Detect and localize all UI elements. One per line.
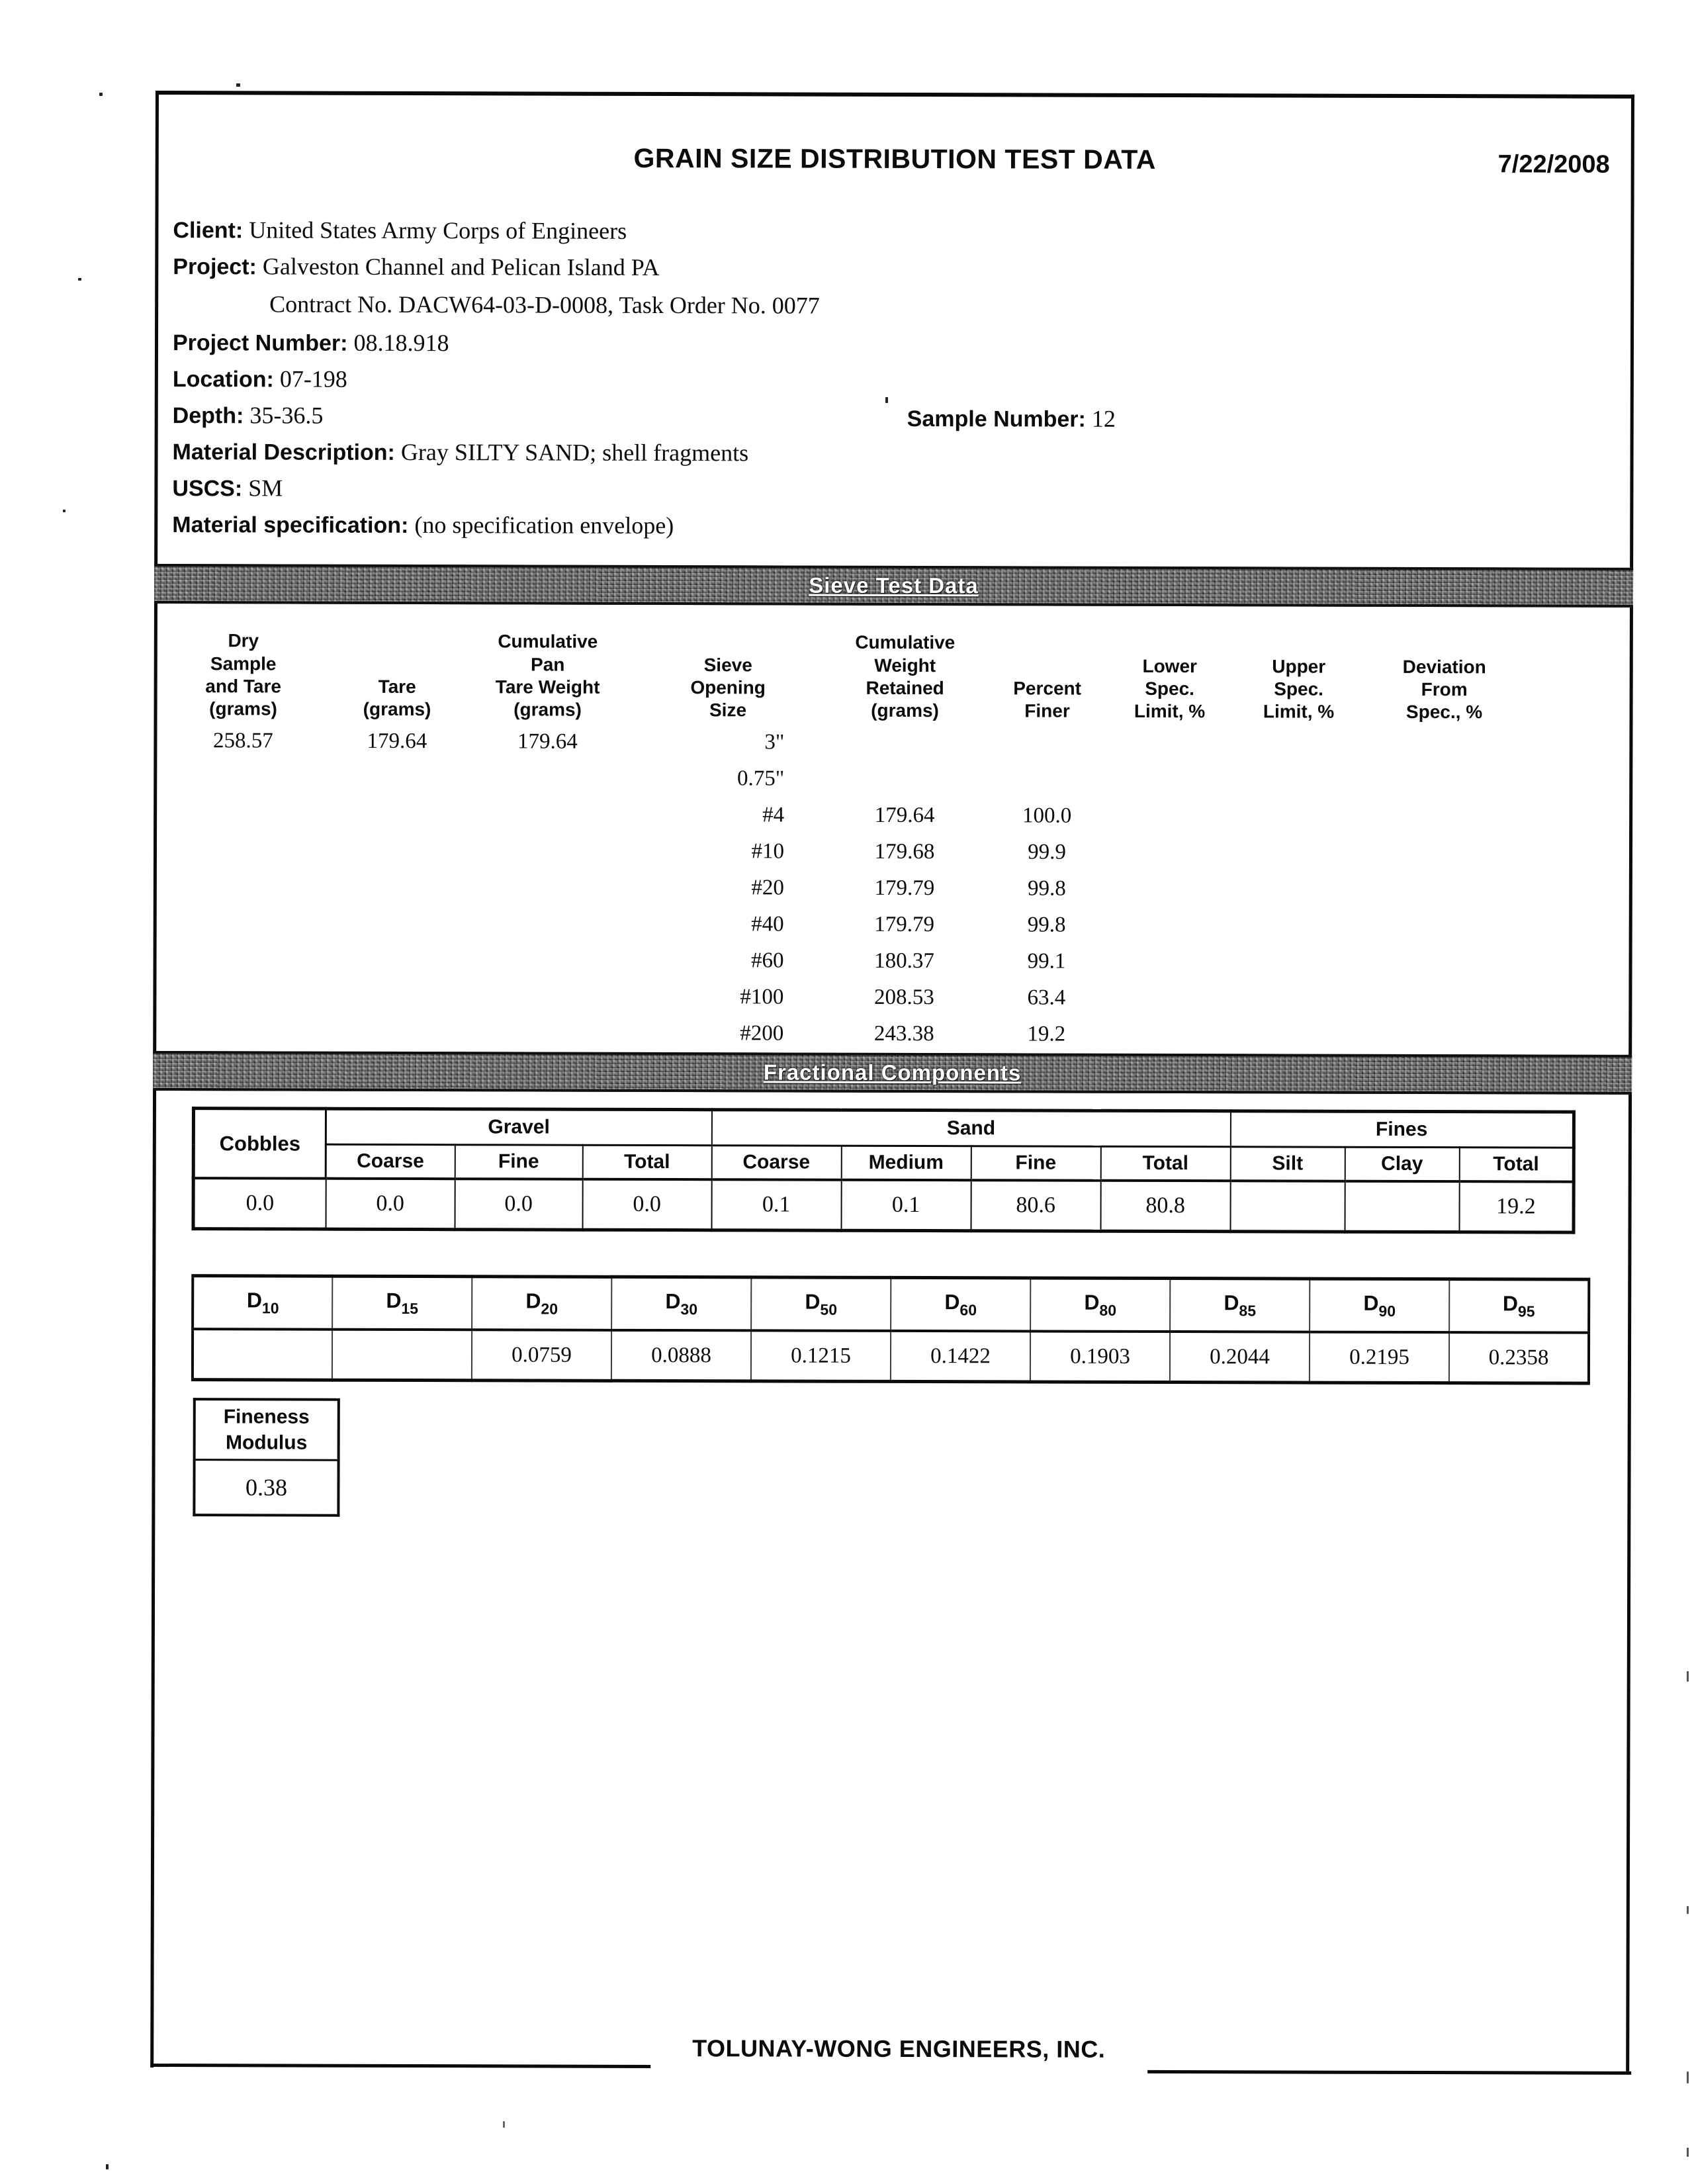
cell-retained: 179.79 [874,912,935,937]
fines-clay-header: Clay [1345,1147,1459,1181]
sieve-test-table [153,617,1524,1054]
sand-coarse-header: Coarse [711,1146,841,1180]
scan-speck [1687,2071,1689,2083]
d80-header: $D_{80}$ [1030,1278,1170,1332]
cell-percent-finer: 63.4 [1027,985,1066,1010]
fines-group-header: Fines [1230,1111,1574,1148]
d60-value: 0.1422 [891,1331,1030,1382]
col-header-sieve-size: Sieve Opening Size [690,654,766,721]
col-header-tare: Tare (grams) [363,676,431,719]
cell-sieve-size: #60 [751,948,784,973]
project-number-label: Project Number: [172,330,348,356]
client-line [173,217,627,244]
d30-header: $D_{30}$ [611,1277,751,1330]
sieve-row [154,723,1523,762]
col-header-upper-spec: Upper Spec. Limit, % [1263,655,1335,722]
sand-medium-value: 0.1 [841,1180,971,1231]
gravel-coarse-value: 0.0 [326,1179,455,1230]
fines-silt-header: Silt [1230,1147,1345,1181]
cell-sieve-size: #40 [751,912,784,936]
cobbles-header: Cobbles [193,1109,326,1179]
project-label: Project: [173,254,257,280]
material-description-line [173,439,749,467]
sieve-row [154,905,1523,944]
cell-retained: 179.79 [874,876,935,901]
scan-speck [63,510,66,512]
fractional-components-table [191,1107,1575,1234]
cell-retained: 180.37 [874,948,934,974]
material-description-label: Material Description: [172,439,395,465]
cell-percent-finer: 99.8 [1027,876,1066,901]
sand-total-header: Total [1100,1146,1230,1181]
sieve-row [153,1014,1523,1054]
uscs-line [172,475,283,502]
project-number-value: 08.18.918 [353,329,449,357]
location-value: 07-198 [279,365,347,392]
cell-pan-tare: 179.64 [517,729,578,754]
cobbles-value: 0.0 [193,1178,326,1229]
sieve-row [154,832,1523,872]
cell-percent-finer: 99.9 [1028,840,1066,864]
material-spec-line [172,512,674,539]
material-description-value: Gray SILTY SAND; shell fragments [400,438,749,467]
scan-speck [106,2164,109,2169]
cell-percent-finer: 100.0 [1022,803,1072,828]
sieve-banner-title: Sieve Test Data [809,572,979,598]
fineness-value-row [194,1460,338,1516]
sieve-row [153,978,1523,1017]
fineness-header-row [195,1399,339,1460]
project-value: Galveston Channel and Pelican Island PA [262,253,660,281]
cell-sieve-size: #20 [751,876,784,900]
d-values-table [191,1274,1590,1385]
col-header-percent-finer: Percent Finer [1013,678,1082,721]
scan-speck [78,278,81,281]
uscs-label: USCS: [172,476,243,502]
gravel-fine-header: Fine [455,1145,582,1179]
fines-clay-value [1345,1181,1459,1232]
sieve-row [154,759,1523,799]
d50-value: 0.1215 [751,1330,891,1381]
d95-value: 0.2358 [1449,1332,1589,1383]
sieve-test-data-banner [154,564,1633,608]
company-name: TOLUNAY-WONG ENGINEERS, INC. [692,2034,1106,2063]
fractional-values-row [193,1178,1574,1232]
project-line [173,253,659,281]
d10-value [193,1329,332,1380]
scan-speck [236,83,240,87]
d15-header: $D_{15}$ [332,1276,472,1330]
cell-retained: 243.38 [873,1021,934,1046]
d20-value: 0.0759 [472,1330,611,1381]
scan-speck [99,93,103,96]
report-date: 7/22/2008 [1497,150,1610,179]
uscs-value: SM [248,475,283,502]
cell-sieve-size: 3" [764,730,785,754]
fineness-modulus-table [193,1398,339,1517]
client-value: United States Army Corps of Engineers [249,216,627,244]
sieve-row [153,941,1523,981]
gravel-fine-value: 0.0 [455,1179,582,1230]
d95-header: $D_{95}$ [1449,1279,1589,1333]
col-header-retained: Cumulative Weight Retained (grams) [855,632,956,721]
depth-value: 35-36.5 [249,402,324,429]
sand-medium-header: Medium [841,1146,971,1180]
d60-header: $D_{60}$ [891,1277,1030,1331]
d85-header: $D_{85}$ [1170,1279,1310,1332]
d20-header: $D_{20}$ [472,1277,611,1330]
fineness-modulus-value: 0.38 [245,1474,288,1501]
d85-value: 0.2044 [1170,1332,1310,1383]
client-label: Client: [173,218,244,244]
scan-speck [885,397,888,403]
gravel-total-value: 0.0 [582,1179,711,1230]
location-label: Location: [172,367,274,392]
sample-number-value: 12 [1091,405,1116,432]
scan-speck [503,2121,505,2128]
cell-percent-finer: 19.2 [1027,1022,1066,1046]
sand-group-header: Sand [711,1110,1230,1147]
cell-retained: 179.68 [874,839,935,864]
page-title: GRAIN SIZE DISTRIBUTION TEST DATA [633,142,1156,175]
cell-sieve-size: #100 [740,985,784,1009]
fines-total-header: Total [1459,1148,1574,1182]
d10-header: $D_{10}$ [193,1276,332,1330]
scan-speck [1687,1671,1689,1682]
cell-dry-sample: 258.57 [213,729,273,753]
cell-sieve-size: #10 [751,839,785,864]
material-spec-label: Material specification: [172,512,409,539]
cell-retained: 208.53 [873,985,934,1010]
location-line [173,366,347,392]
sand-coarse-value: 0.1 [711,1179,841,1230]
fines-silt-value [1230,1181,1345,1232]
fractional-banner-title: Fractional Components [763,1060,1022,1085]
sieve-row [154,796,1523,835]
cell-sieve-size: #200 [740,1021,784,1046]
sand-fine-header: Fine [971,1146,1100,1181]
sample-number-label: Sample Number: [907,406,1086,432]
fines-total-value: 19.2 [1459,1181,1574,1232]
gravel-group-header: Gravel [326,1109,711,1146]
d15-value [332,1330,472,1381]
depth-label: Depth: [172,403,244,429]
d-header-row [193,1276,1589,1333]
cell-retained: 179.64 [874,803,935,828]
d80-value: 0.1903 [1030,1331,1170,1382]
cell-percent-finer: 99.1 [1027,949,1066,974]
d90-value: 0.2195 [1310,1332,1449,1383]
cell-sieve-size: #4 [762,803,785,827]
cell-percent-finer: 99.8 [1027,913,1066,937]
sieve-row [154,868,1523,908]
contract-line [269,291,820,319]
scan-speck [1687,1906,1689,1914]
material-spec-value: (no specification envelope) [414,512,674,539]
d50-header: $D_{50}$ [751,1277,891,1331]
sieve-header-row [154,617,1523,726]
col-header-pan-tare: Cumulative Pan Tare Weight (grams) [495,631,600,720]
fractional-components-banner [153,1051,1632,1095]
scan-speck [1687,2148,1689,2157]
footer-rule-right [1147,2070,1631,2075]
d90-header: $D_{90}$ [1310,1279,1449,1332]
gravel-total-header: Total [582,1145,711,1179]
sub-header-row [193,1144,1574,1182]
fineness-modulus-label: Fineness Modulus [195,1399,339,1460]
project-number-line [173,330,449,357]
col-header-deviation: Deviation From Spec., % [1402,656,1486,723]
sand-total-value: 80.8 [1100,1181,1230,1232]
col-header-lower-spec: Lower Spec. Limit, % [1134,655,1206,721]
d-values-row [193,1329,1589,1383]
group-header-row [193,1109,1574,1148]
col-header-dry-sample: Dry Sample and Tare (grams) [205,630,281,719]
sand-fine-value: 80.6 [971,1180,1100,1231]
gravel-coarse-header: Coarse [326,1144,455,1179]
depth-line [173,402,324,429]
cell-sieve-size: 0.75" [737,766,785,791]
sample-number-line [907,404,1116,433]
cell-tare: 179.64 [367,729,427,754]
contract-value: Contract No. DACW64-03-D-0008, Task Order No. 0077 [269,291,820,319]
d30-value: 0.0888 [611,1330,751,1381]
